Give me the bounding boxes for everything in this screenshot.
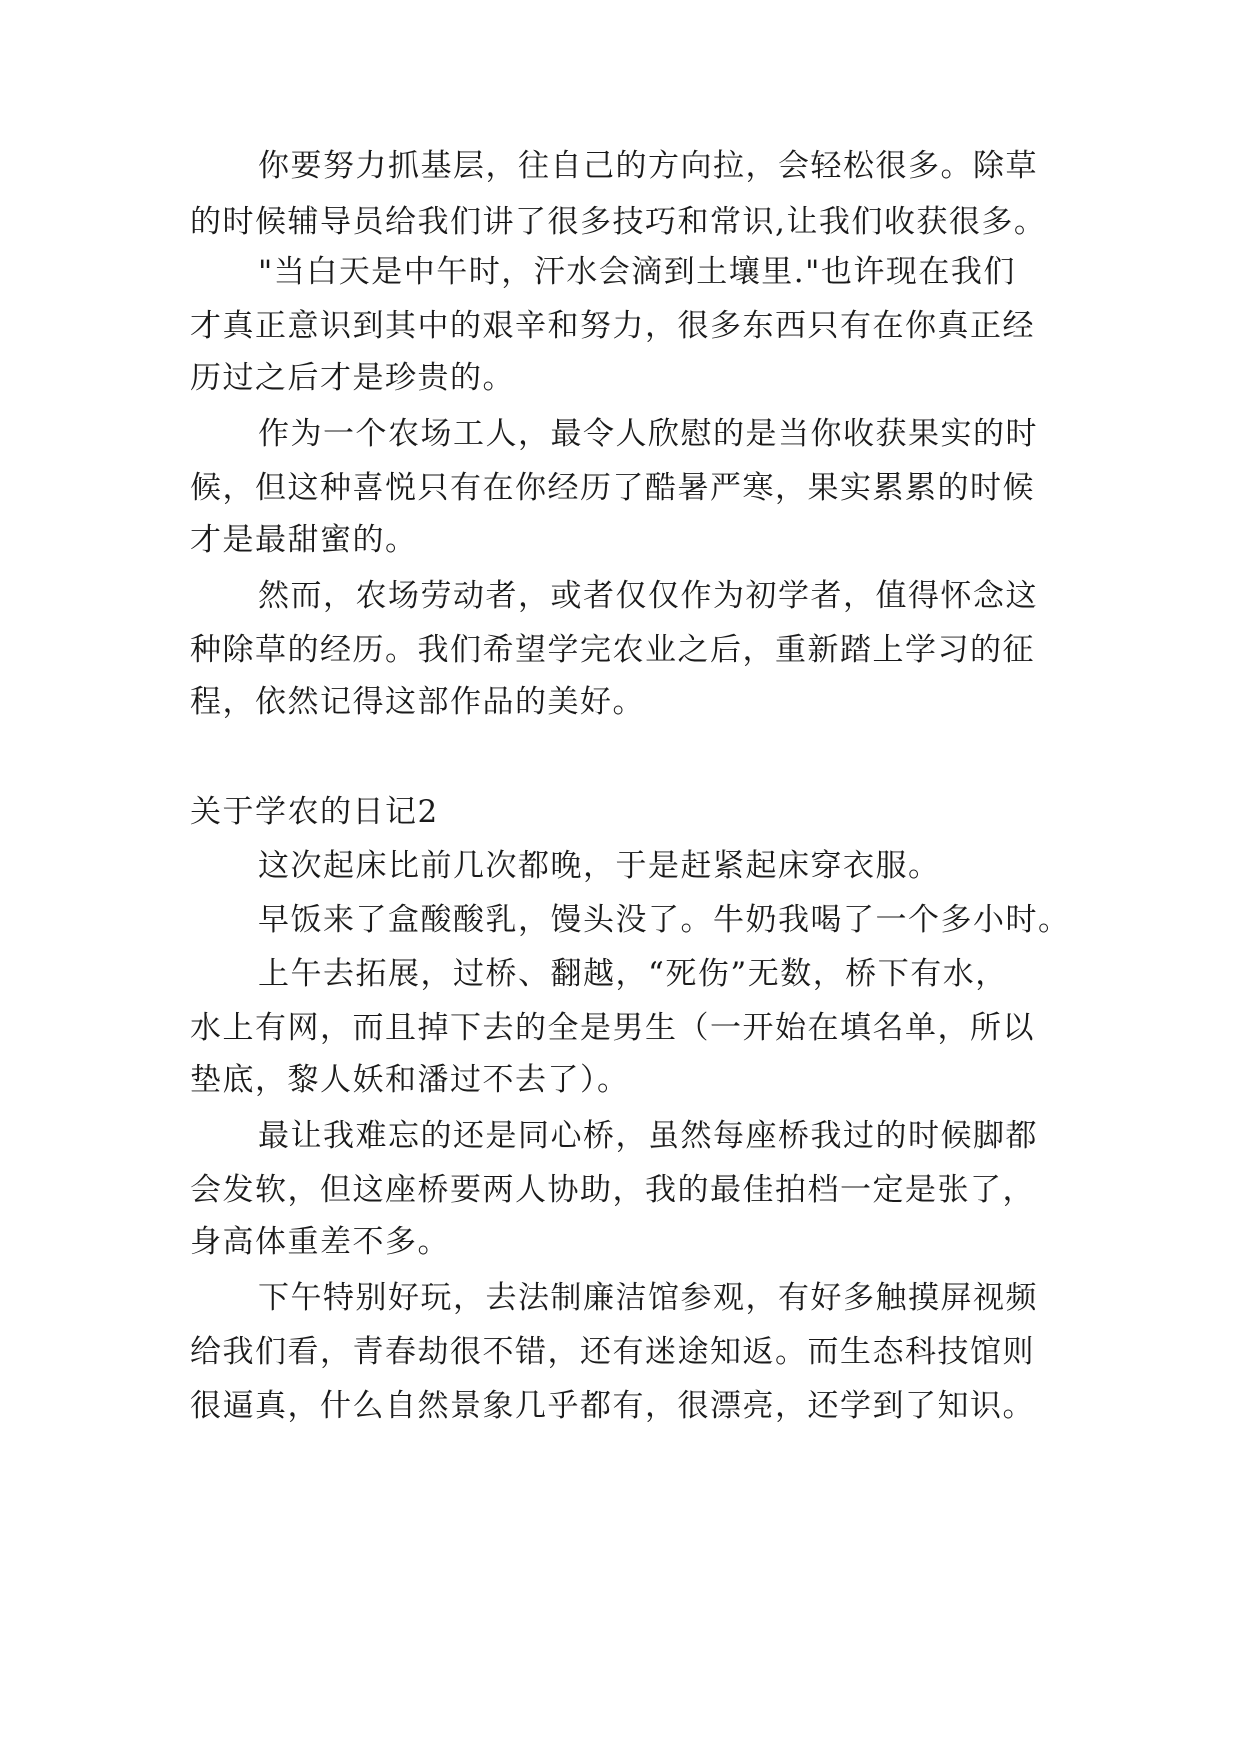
paragraph-line: 候，但这种喜悦只有在你经历了酷暑严寒，果实累累的时候 <box>190 470 1035 506</box>
section-heading: 关于学农的日记2 <box>190 794 439 830</box>
paragraph-line: 历过之后才是珍贵的。 <box>190 360 515 396</box>
paragraph-line: 会发软，但这座桥要两人协助，我的最佳拍档一定是张了， <box>190 1172 1035 1208</box>
paragraph-line: 这次起床比前几次都晚，于是赶紧起床穿衣服。 <box>258 848 941 884</box>
paragraph-line: 最让我难忘的还是同心桥，虽然每座桥我过的时候脚都 <box>258 1118 1038 1154</box>
paragraph-line: 身高体重差不多。 <box>190 1224 450 1260</box>
paragraph-line: 下午特别好玩，去法制廉洁馆参观，有好多触摸屏视频 <box>258 1280 1038 1316</box>
paragraph-line: "当白天是中午时，汗水会滴到土壤里."也许现在我们 <box>258 254 1016 290</box>
paragraph-line: 早饭来了盒酸酸乳，馒头没了。牛奶我喝了一个多小时。 <box>258 902 1071 938</box>
paragraph-line: 然而，农场劳动者，或者仅仅作为初学者，值得怀念这 <box>258 578 1038 614</box>
paragraph-line: 上午去拓展，过桥、翻越，“死伤”无数，桥下有水， <box>258 956 1008 992</box>
paragraph-line: 才是最甜蜜的。 <box>190 522 418 558</box>
paragraph-line: 水上有网，而且掉下去的全是男生（一开始在填名单，所以 <box>190 1010 1035 1046</box>
paragraph-line: 给我们看，青春劫很不错，还有迷途知返。而生态科技馆则 <box>190 1334 1035 1370</box>
paragraph-line: 你要努力抓基层，往自己的方向拉，会轻松很多。除草 <box>258 148 1038 184</box>
paragraph-line: 才真正意识到其中的艰辛和努力，很多东西只有在你真正经 <box>190 308 1035 344</box>
paragraph-line: 程，依然记得这部作品的美好。 <box>190 684 645 720</box>
paragraph-line: 很逼真，什么自然景象几乎都有，很漂亮，还学到了知识。 <box>190 1388 1035 1424</box>
paragraph-line: 垫底，黎人妖和潘过不去了）。 <box>190 1062 630 1098</box>
paragraph-line: 的时候辅导员给我们讲了很多技巧和常识,让我们收获很多。 <box>190 204 1047 240</box>
paragraph-line: 作为一个农场工人，最令人欣慰的是当你收获果实的时 <box>258 416 1038 452</box>
paragraph-line: 种除草的经历。我们希望学完农业之后，重新踏上学习的征 <box>190 632 1035 668</box>
